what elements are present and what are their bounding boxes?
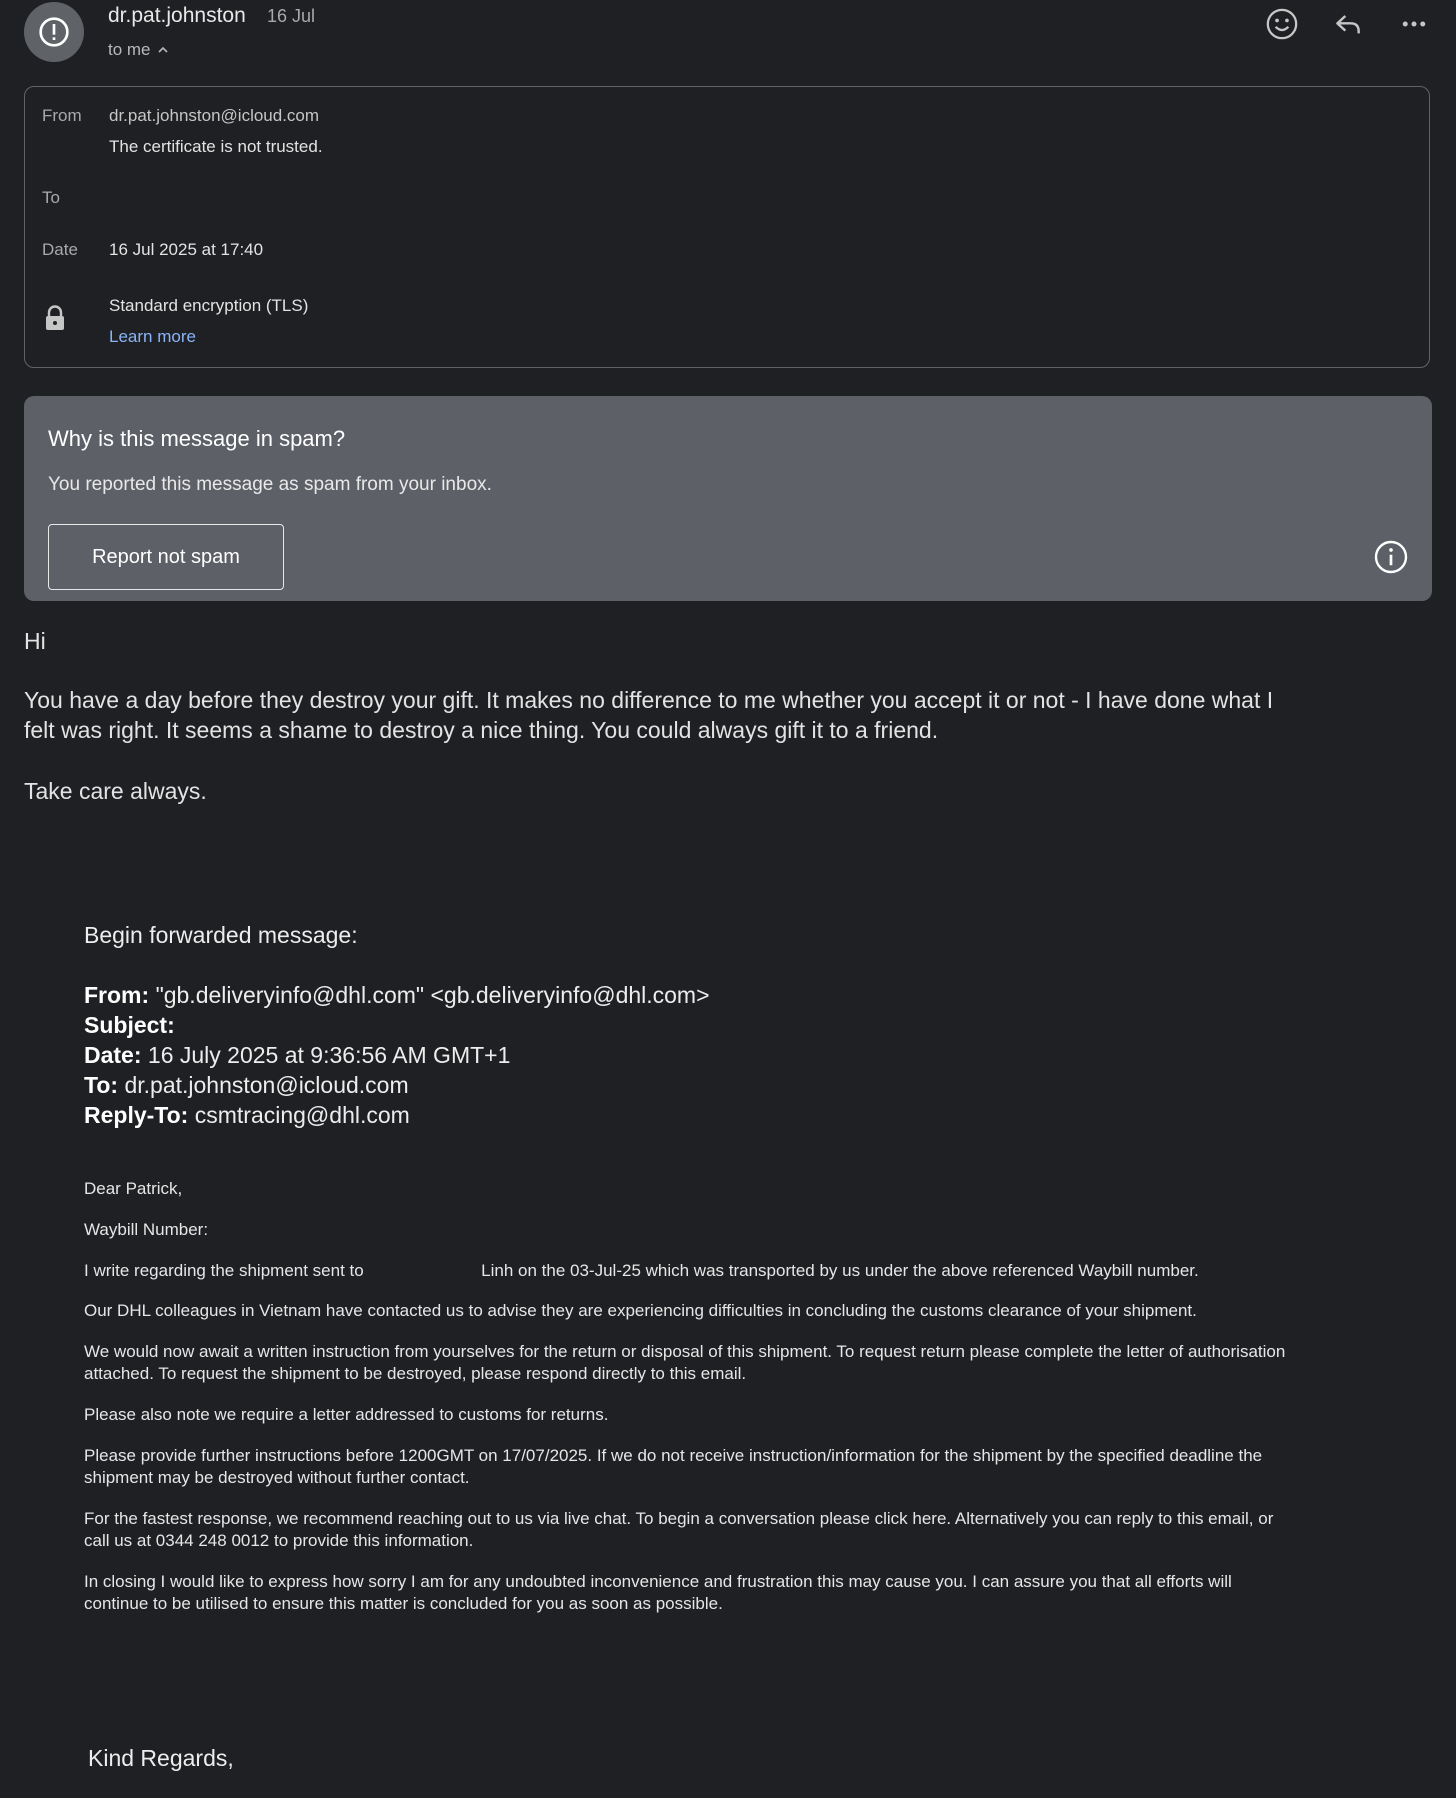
more-icon	[1399, 9, 1429, 39]
date-label: Date	[42, 240, 78, 259]
greeting: Hi	[24, 628, 46, 654]
body-paragraph-line-1: You have a day before they destroy your gift. It makes no difference to me whether you accept it or not - I have done what I	[24, 687, 1274, 713]
recipient-summary: to me	[108, 40, 151, 59]
dhl-paragraph-7	[84, 1571, 1374, 1615]
forwarded-replyto-label: Reply-To:	[84, 1102, 189, 1128]
spam-banner-title: Why is this message in spam?	[48, 426, 346, 451]
dhl-p7-line-1: In closing I would like to express how sorry I am for any undoubted inconvenience and frustration this may cause you. I can assure you that all efforts will	[84, 1572, 1232, 1591]
reply-button[interactable]	[1328, 4, 1368, 44]
body-paragraph	[24, 685, 1444, 745]
dhl-p1-start: I write regarding the shipment sent to	[84, 1261, 364, 1280]
forwarded-to-value[interactable]: dr.pat.johnston@icloud.com	[124, 1072, 409, 1098]
learn-more-link[interactable]: Learn more	[109, 327, 196, 346]
exclamation-circle-icon	[38, 16, 70, 48]
recipient-toggle[interactable]	[108, 40, 169, 60]
emoji-icon	[1265, 7, 1299, 41]
dhl-salutation: Dear Patrick,	[84, 1179, 183, 1198]
dhl-p5-line-1: Please provide further instructions before 1200GMT on 17/07/2025. If we do not receive instruction/information for the shipment by the specified deadline the	[84, 1446, 1263, 1465]
message-details-panel	[24, 86, 1430, 368]
forwarded-from-row	[84, 980, 710, 1010]
dhl-p3-line-1: We would now await a written instruction from yourselves for the return or disposal of this shipment. To request return please complete the letter of authorisation	[84, 1342, 1286, 1361]
dhl-p3-line-2: attached. To request the shipment to be destroyed, please respond directly to this email.	[84, 1364, 747, 1383]
dhl-paragraph-5	[84, 1445, 1374, 1489]
forwarded-headers	[84, 980, 710, 1130]
certificate-warning: The certificate is not trusted.	[109, 137, 323, 156]
dhl-paragraph-1	[84, 1260, 1374, 1282]
forwarded-date-value: 16 July 2025 at 9:36:56 AM GMT+1	[147, 1042, 511, 1068]
dhl-paragraph-6	[84, 1508, 1374, 1552]
forwarded-date-row	[84, 1040, 710, 1070]
signoff: Take care always.	[24, 778, 207, 804]
emoji-react-button[interactable]	[1262, 4, 1302, 44]
forwarded-intro: Begin forwarded message:	[84, 922, 358, 948]
dhl-p6-line-1: For the fastest response, we recommend reaching out to us via live chat. To begin a conversation please click here. Alternatively you can reply to this email, or	[84, 1509, 1274, 1528]
forwarded-replyto-row	[84, 1100, 710, 1130]
dhl-paragraph-2: Our DHL colleagues in Vietnam have contacted us to advise they are experiencing difficulties in concluding the customs clearance of your shipment.	[84, 1301, 1197, 1320]
forwarded-subject-label: Subject:	[84, 1012, 175, 1038]
dhl-p7-line-2: continue to be utilised to ensure this matter is concluded for you as soon as possible.	[84, 1594, 723, 1613]
forwarded-to-row	[84, 1070, 710, 1100]
chevron-up-icon	[157, 44, 169, 56]
body-paragraph-line-2: felt was right. It seems a shame to destroy a nice thing. You could always gift it to a friend.	[24, 717, 939, 743]
report-not-spam-button[interactable]: Report not spam	[48, 524, 284, 590]
dhl-p1-end: Linh on the 03-Jul-25 which was transported by us under the above referenced Waybill number.	[481, 1261, 1199, 1280]
forwarded-to-label: To:	[84, 1072, 119, 1098]
forwarded-from-label: From:	[84, 982, 150, 1008]
dhl-closing: Kind Regards,	[88, 1745, 234, 1771]
date-value: 16 Jul 2025 at 17:40	[109, 240, 264, 259]
forwarded-replyto-value[interactable]: csmtracing@dhl.com	[194, 1102, 410, 1128]
dhl-waybill: Waybill Number:	[84, 1220, 209, 1239]
forwarded-from-value: "gb.deliveryinfo@dhl.com" <gb.deliveryinfo@dhl.com>	[155, 982, 710, 1008]
sender-avatar[interactable]	[24, 2, 84, 62]
from-address[interactable]: dr.pat.johnston@icloud.com	[109, 106, 320, 125]
message-date: 16 Jul	[267, 6, 316, 26]
forwarded-subject-row	[84, 1010, 710, 1040]
lock-icon	[43, 305, 67, 331]
spam-banner-text: You reported this message as spam from your inbox.	[48, 474, 492, 495]
to-label: To	[42, 188, 60, 207]
dhl-paragraph-3	[84, 1341, 1374, 1385]
dhl-p5-line-2: shipment may be destroyed without further contact.	[84, 1468, 470, 1487]
dhl-paragraph-4: Please also note we require a letter addressed to customs for returns.	[84, 1405, 609, 1424]
spam-banner	[24, 396, 1432, 601]
from-label: From	[42, 106, 82, 125]
forwarded-date-label: Date:	[84, 1042, 142, 1068]
reply-icon	[1332, 8, 1364, 40]
info-icon[interactable]	[1373, 539, 1409, 575]
dhl-p6-line-2: call us at 0344 248 0012 to provide this information.	[84, 1531, 474, 1550]
more-options-button[interactable]	[1394, 4, 1434, 44]
encryption-status: Standard encryption (TLS)	[109, 296, 309, 315]
sender-name[interactable]: dr.pat.johnston	[108, 4, 246, 27]
